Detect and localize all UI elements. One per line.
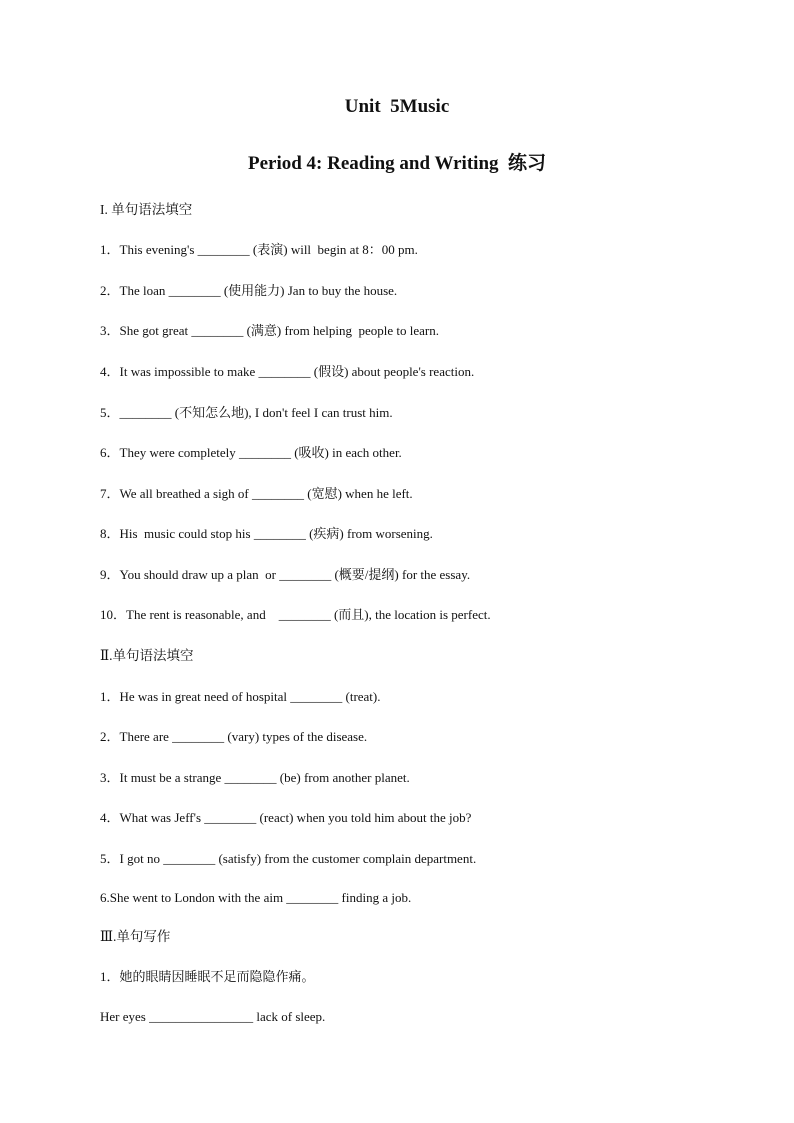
section-1-item-1: 1．This evening's ________ (表演) will begin at 8：00 pm. xyxy=(100,242,418,257)
section-2-item-1: 1．He was in great need of hospital ________ (treat). xyxy=(100,689,381,704)
section-2-item-2: 2．There are ________ (vary) types of the disease. xyxy=(100,729,368,744)
section-2-heading: Ⅱ.单句语法填空 xyxy=(100,648,194,663)
section-1-item-5: 5．________ (不知怎么地), I don't feel I can trust him. xyxy=(100,405,393,420)
section-2-item-4: 4．What was Jeff's ________ (react) when you told him about the job? xyxy=(100,810,472,825)
section-1-item-9: 9．You should draw up a plan or ________ (概要/提纲) for the essay. xyxy=(100,567,471,582)
section-1-item-6: 6．They were completely ________ (吸收) in each other. xyxy=(100,445,402,460)
section-2-item-3: 3．It must be a strange ________ (be) from another planet. xyxy=(100,770,410,785)
section-3-heading: Ⅲ.单句写作 xyxy=(100,929,171,944)
section-3-item-1-english: Her eyes ________________ lack of sleep. xyxy=(100,1009,326,1024)
section-1-item-8: 8．His music could stop his ________ (疾病) from worsening. xyxy=(100,526,433,541)
section-2-item-5: 5．I got no ________ (satisfy) from the customer complain department. xyxy=(100,851,477,866)
section-2-item-6: 6.She went to London with the aim ________ finding a job. xyxy=(100,890,412,905)
section-3-item-1-chinese: 1．她的眼睛因睡眠不足而隐隐作痛。 xyxy=(100,969,315,984)
page-subtitle: Period 4: Reading and Writing 练习 xyxy=(247,153,547,174)
section-1-item-3: 3．She got great ________ (满意) from helping people to learn. xyxy=(100,323,440,338)
section-1-heading: I. 单句语法填空 xyxy=(100,202,193,217)
section-1-item-10: 10．The rent is reasonable, and ________ (而且), the location is perfect. xyxy=(100,607,491,622)
section-1-item-4: 4．It was impossible to make ________ (假设) about people's reaction. xyxy=(100,364,475,379)
page-title: Unit 5Music xyxy=(344,96,450,117)
section-1-item-7: 7．We all breathed a sigh of ________ (宽慰) when he left. xyxy=(100,486,413,501)
section-1-item-2: 2．The loan ________ (使用能力) Jan to buy the house. xyxy=(100,283,398,298)
